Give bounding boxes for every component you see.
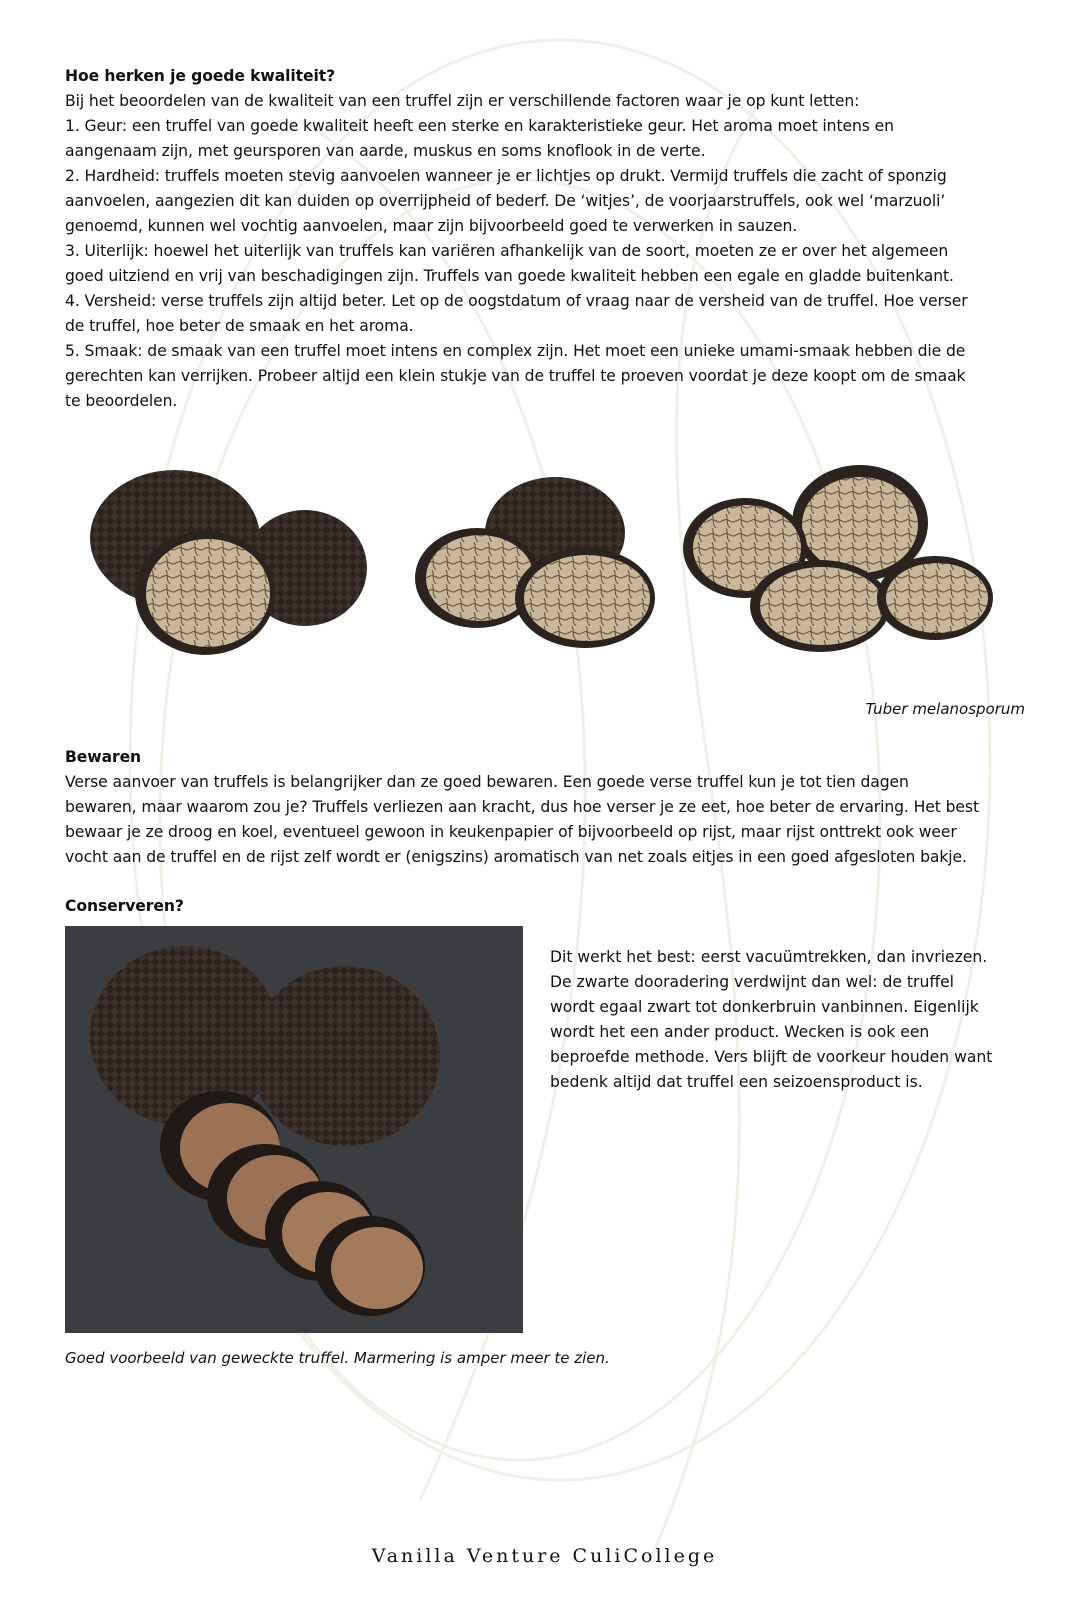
preserved-truffle-photo — [65, 926, 523, 1333]
quality-line: 3. Uiterlijk: hoewel het uiterlijk van truffels kan variëren afhankelijk van de soort, moeten ze er over het algemeen — [65, 242, 949, 260]
quality-heading: Hoe herken je goede kwaliteit? — [65, 67, 336, 85]
quality-line: te beoordelen. — [65, 392, 178, 410]
preserved-photo-caption: Goed voorbeeld van geweckte truffel. Marmering is amper meer te zien. — [65, 1349, 610, 1367]
quality-line: aangenaam zijn, met geursporen van aarde, muskus en soms knoflook in de verte. — [65, 142, 706, 160]
quality-line: 1. Geur: een truffel van goede kwaliteit heeft een sterke en karakteristieke geur. Het aroma moet intens en — [65, 117, 894, 135]
quality-line: genoemd, kunnen wel vochtig aanvoelen, maar zijn bijvoorbeeld goed te verwerken in sauzen. — [65, 217, 798, 235]
bewaren-line: bewaar je ze droog en koel, eventueel gewoon in keukenpapier of bijvoorbeeld op rijst, maar rijst onttrekt ook weer — [65, 823, 957, 841]
truffle-group-1 — [90, 470, 367, 655]
quality-line: goed uitziend en vrij van beschadigingen zijn. Truffels van goede kwaliteit hebben een egale en gladde buitenkant. — [65, 267, 954, 285]
conserveren-line: bedenk altijd dat truffel een seizoensproduct is. — [550, 1073, 923, 1091]
quality-line: 5. Smaak: de smaak van een truffel moet intens en complex zijn. Het moet een unieke umami-smaak hebben die de — [65, 342, 966, 360]
bewaren-line: vocht aan de truffel en de rijst zelf wordt er (enigszins) aromatisch van net zoals eitjes in een goed afgesloten bakje. — [65, 848, 967, 866]
quality-section — [65, 64, 1025, 414]
bewaren-line: Verse aanvoer van truffels is belangrijker dan ze goed bewaren. Een goede verse truffel kun je tot tien dagen — [65, 773, 909, 791]
truffle-group-3 — [683, 465, 993, 652]
quality-line: 4. Versheid: verse truffels zijn altijd beter. Let op de oogstdatum of vraag naar de versheid van de truffel. Hoe verser — [65, 292, 968, 310]
truffle-photos — [65, 458, 1025, 678]
quality-line: gerechten kan verrijken. Probeer altijd een klein stukje van de truffel te proeven voordat je deze koopt om de smaak — [65, 367, 966, 385]
bewaren-line: bewaren, maar waarom zou je? Truffels verliezen aan kracht, dus hoe verser je ze eet, hoe beter de ervaring. Het best — [65, 798, 979, 816]
footer-brand: Vanilla Venture CuliCollege — [371, 1545, 718, 1567]
bewaren-heading: Bewaren — [65, 748, 142, 766]
conserveren-section — [65, 894, 1025, 919]
quality-line: Bij het beoordelen van de kwaliteit van een truffel zijn er verschillende factoren waar je op kunt letten: — [65, 92, 860, 110]
conserveren-line: wordt het een ander product. Wecken is ook een — [550, 1023, 930, 1041]
bewaren-section — [65, 745, 1025, 870]
conserveren-text — [550, 945, 1030, 1095]
quality-line: 2. Hardheid: truffels moeten stevig aanvoelen wanneer je er lichtjes op drukt. Vermijd truffels die zacht of sponzig — [65, 167, 947, 185]
conserveren-line: beproefde methode. Vers blijft de voorkeur houden want — [550, 1048, 993, 1066]
quality-line: de truffel, hoe beter de smaak en het aroma. — [65, 317, 414, 335]
quality-line: aanvoelen, aangezien dit kan duiden op overrijpheid of bederf. De ‘witjes’, de voorjaarstruffels, ook wel ‘marzuoli’ — [65, 192, 946, 210]
conserveren-line: De zwarte dooradering verdwijnt dan wel: de truffel — [550, 973, 954, 991]
conserveren-line: wordt egaal zwart tot donkerbruin vanbinnen. Eigenlijk — [550, 998, 979, 1016]
conserveren-line: Dit werkt het best: eerst vacuümtrekken, dan invriezen. — [550, 948, 988, 966]
photo-caption: Tuber melanosporum — [865, 700, 1025, 718]
conserveren-heading: Conserveren? — [65, 897, 184, 915]
truffle-group-2 — [415, 477, 655, 648]
